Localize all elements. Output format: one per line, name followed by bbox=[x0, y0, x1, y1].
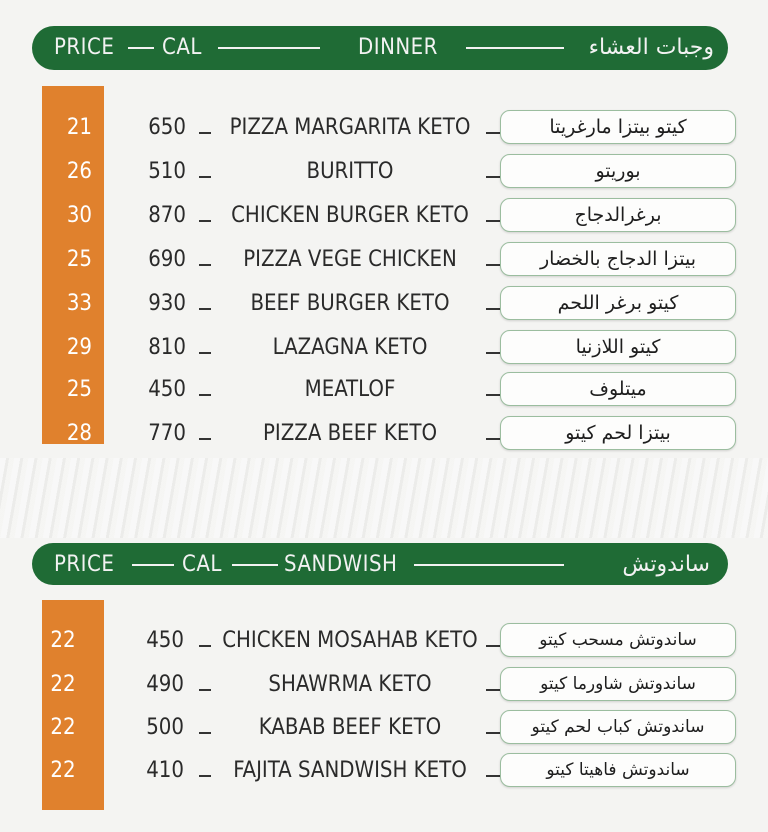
item-name: PIZZA VEGE CHICKEN bbox=[243, 247, 457, 272]
item-price: 22 bbox=[50, 758, 76, 783]
dash bbox=[199, 264, 211, 266]
divider-line bbox=[218, 47, 320, 49]
divider-line bbox=[466, 47, 564, 49]
item-calories: 410 bbox=[146, 758, 184, 783]
divider-line bbox=[232, 564, 278, 566]
dash bbox=[486, 132, 500, 134]
item-arabic-name: بوريتو bbox=[500, 154, 736, 188]
dash bbox=[486, 264, 500, 266]
menu-item bbox=[0, 152, 768, 192]
item-calories: 870 bbox=[148, 203, 186, 228]
menu-item bbox=[0, 196, 768, 236]
item-price: 22 bbox=[50, 628, 76, 653]
item-calories: 650 bbox=[148, 115, 186, 140]
item-arabic-name: بيتزا الدجاج بالخضار bbox=[500, 242, 736, 276]
item-price: 29 bbox=[66, 335, 92, 360]
item-arabic-name: ساندوتش كباب لحم كيتو bbox=[500, 710, 736, 744]
item-name: PIZZA MARGARITA KETO bbox=[229, 115, 471, 140]
sandwich-header-cal: CAL bbox=[182, 552, 222, 577]
sandwich-header bbox=[32, 543, 728, 585]
dash bbox=[486, 394, 500, 396]
sandwich-header-price: PRICE bbox=[54, 552, 115, 577]
item-calories: 690 bbox=[148, 247, 186, 272]
item-arabic-name: ساندوتش مسحب كيتو bbox=[500, 623, 736, 657]
menu-item bbox=[0, 751, 768, 791]
item-arabic-name: برغرالدجاج bbox=[500, 198, 736, 232]
item-price: 22 bbox=[50, 672, 76, 697]
dash bbox=[199, 220, 211, 222]
item-price: 25 bbox=[66, 247, 92, 272]
dash bbox=[199, 352, 211, 354]
sandwich-header-title: SANDWISH bbox=[284, 552, 398, 577]
dash bbox=[486, 645, 500, 647]
item-price: 21 bbox=[66, 115, 92, 140]
item-calories: 450 bbox=[146, 628, 184, 653]
dash bbox=[199, 689, 211, 691]
item-price: 22 bbox=[50, 715, 76, 740]
dinner-header-title: DINNER bbox=[358, 35, 438, 60]
dash bbox=[486, 352, 500, 354]
menu-item bbox=[0, 284, 768, 324]
dinner-header-price: PRICE bbox=[54, 35, 115, 60]
item-price: 30 bbox=[66, 203, 92, 228]
divider-line bbox=[414, 564, 564, 566]
item-arabic-name: ساندوتش شاورما كيتو bbox=[500, 667, 736, 701]
dash bbox=[199, 732, 211, 734]
dinner-header bbox=[32, 26, 728, 70]
item-calories: 500 bbox=[146, 715, 184, 740]
item-arabic-name: كيتو اللازنيا bbox=[500, 330, 736, 364]
item-calories: 490 bbox=[146, 672, 184, 697]
dash bbox=[199, 176, 211, 178]
dash bbox=[486, 308, 500, 310]
menu-item bbox=[0, 108, 768, 148]
item-name: LAZAGNA KETO bbox=[272, 335, 428, 360]
item-name: FAJITA SANDWISH KETO bbox=[233, 758, 467, 783]
item-name: PIZZA BEEF KETO bbox=[262, 421, 438, 446]
menu-item bbox=[0, 621, 768, 661]
item-calories: 930 bbox=[148, 291, 186, 316]
menu-item bbox=[0, 370, 768, 410]
item-calories: 510 bbox=[148, 159, 186, 184]
item-name: SHAWRMA KETO bbox=[268, 672, 432, 697]
sandwich-header-arabic: ساندوتش bbox=[622, 552, 710, 577]
dash bbox=[199, 645, 211, 647]
dash bbox=[199, 132, 211, 134]
divider-line bbox=[128, 47, 154, 49]
item-name: BURITTO bbox=[306, 159, 394, 184]
background-texture bbox=[0, 458, 768, 538]
dash bbox=[486, 176, 500, 178]
menu-item bbox=[0, 665, 768, 705]
dash bbox=[486, 689, 500, 691]
item-price: 26 bbox=[66, 159, 92, 184]
dash bbox=[199, 438, 211, 440]
dash bbox=[199, 775, 211, 777]
divider-line bbox=[132, 564, 174, 566]
item-calories: 770 bbox=[148, 421, 186, 446]
item-calories: 810 bbox=[148, 335, 186, 360]
item-name: MEATLOF bbox=[304, 377, 396, 402]
item-name: KABAB BEEF KETO bbox=[258, 715, 442, 740]
dash bbox=[199, 308, 211, 310]
dinner-header-arabic: وجبات العشاء bbox=[588, 35, 714, 60]
item-arabic-name: ساندوتش فاهيتا كيتو bbox=[500, 753, 736, 787]
item-arabic-name: كيتو برغر اللحم bbox=[500, 286, 736, 320]
item-price: 25 bbox=[66, 377, 92, 402]
item-calories: 450 bbox=[148, 377, 186, 402]
dash bbox=[486, 220, 500, 222]
dash bbox=[486, 438, 500, 440]
item-name: BEEF BURGER KETO bbox=[250, 291, 450, 316]
dash bbox=[486, 732, 500, 734]
menu-item bbox=[0, 708, 768, 748]
menu-item bbox=[0, 240, 768, 280]
item-name: CHICKEN MOSAHAB KETO bbox=[222, 628, 478, 653]
menu-item bbox=[0, 328, 768, 368]
item-arabic-name: بيتزا لحم كيتو bbox=[500, 416, 736, 450]
dash bbox=[199, 394, 211, 396]
item-arabic-name: ميتلوف bbox=[500, 372, 736, 406]
item-price: 33 bbox=[66, 291, 92, 316]
item-arabic-name: كيتو بيتزا مارغريتا bbox=[500, 110, 736, 144]
dinner-header-cal: CAL bbox=[162, 35, 202, 60]
dash bbox=[486, 775, 500, 777]
menu-item bbox=[0, 414, 768, 454]
item-price: 28 bbox=[66, 421, 92, 446]
item-name: CHICKEN BURGER KETO bbox=[231, 203, 469, 228]
